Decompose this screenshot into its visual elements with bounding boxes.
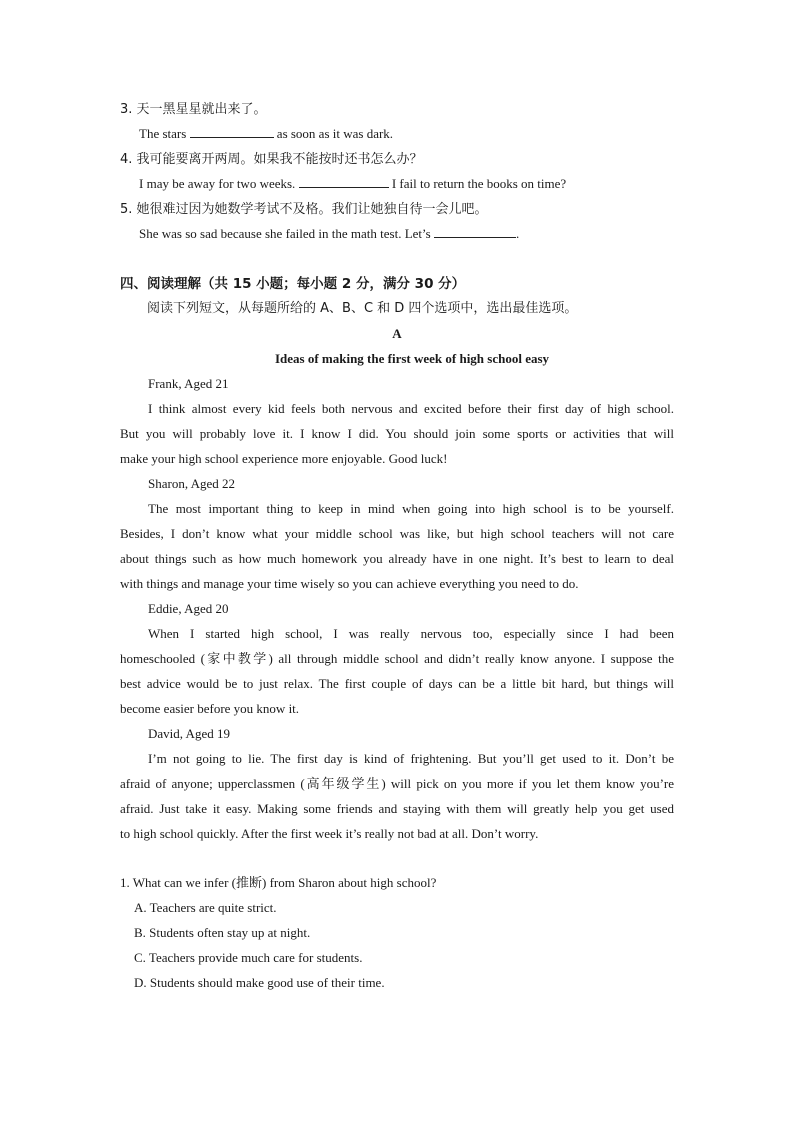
translation-item-5-english: She was so sad because she failed in the math test. Let’s .	[139, 226, 520, 241]
speaker-name: Sharon, Aged 22	[148, 476, 236, 491]
answer-blank[interactable]	[434, 225, 516, 238]
translation-item-3-english: The stars as soon as it was dark.	[139, 126, 394, 141]
speaker-name: David, Aged 19	[148, 726, 230, 741]
passage-line: become easier before you know it.	[120, 701, 300, 716]
answer-option-a[interactable]: A. Teachers are quite strict.	[134, 900, 277, 915]
passage-title: Ideas of making the first week of high school easy	[274, 351, 550, 366]
speaker-name: Eddie, Aged 20	[148, 601, 229, 616]
answer-option-c[interactable]: C. Teachers provide much care for students.	[134, 950, 363, 965]
translation-item-4-chinese: 4. 我可能要离开两周。如果我不能按时还书怎么办？	[120, 152, 423, 167]
passage-line: make your high school experience more enjoyable. Good luck!	[120, 451, 448, 466]
translation-item-4-english: I may be away for two weeks. I fail to return the books on time?	[139, 176, 567, 191]
passage-line: homeschooled (家中教学) all through middle school and didn’t really know anyone. I suppose the	[120, 651, 674, 666]
speaker-name: Frank, Aged 21	[148, 376, 229, 391]
passage-line: The most important thing to keep in mind when going into high school is to be yourself.	[148, 501, 674, 516]
passage-line: best advice would be to just relax. The first couple of days can be a little bit hard, but things will	[120, 676, 674, 691]
answer-option-d[interactable]: D. Students should make good use of their time.	[134, 975, 385, 990]
passage-line: to high school quickly. After the first week it’s really not bad at all. Don’t worry.	[120, 826, 539, 841]
passage-line: Besides, I don’t know what your middle school was like, but high school teachers will not care	[120, 526, 674, 541]
passage-line: But you will probably love it. I know I did. You should join some sports or activities that will	[120, 426, 674, 441]
passage-line: I’m not going to lie. The first day is kind of frightening. But you’ll get used to it. Don’t be	[148, 751, 674, 766]
passage-line: I think almost every kid feels both nervous and excited before their first day of high school.	[148, 401, 674, 416]
answer-blank[interactable]	[299, 175, 389, 188]
passage-line: When I started high school, I was really nervous too, especially since I had been	[148, 626, 674, 641]
passage-line: about things such as how much homework you already have in one night. It’s best to learn to deal	[120, 551, 674, 566]
passage-label: A	[392, 326, 402, 341]
translation-item-5-chinese: 5. 她很难过因为她数学考试不及格。我们让她独自待一会儿吧。	[120, 202, 488, 217]
section-heading: 四、阅读理解（共 15 小题；每小题 2 分，满分 30 分）	[120, 276, 466, 292]
section-instructions: 阅读下列短文，从每题所给的 A、B、C 和 D 四个选项中，选出最佳选项。	[147, 301, 578, 316]
question-stem: 1. What can we infer (推断) from Sharon about high school?	[120, 875, 437, 890]
answer-option-b[interactable]: B. Students often stay up at night.	[134, 925, 311, 940]
translation-item-3-chinese: 3. 天一黑星星就出来了。	[120, 102, 267, 117]
answer-blank[interactable]	[190, 125, 274, 138]
passage-line: with things and manage your time wisely so you can achieve everything you need to do.	[120, 576, 579, 591]
passage-line: afraid. Just take it easy. Making some friends and staying with them will greatly help you get used	[120, 801, 674, 816]
passage-line: afraid of anyone; upperclassmen (高年级学生) will pick on you more if you let them know you’re	[120, 776, 674, 791]
